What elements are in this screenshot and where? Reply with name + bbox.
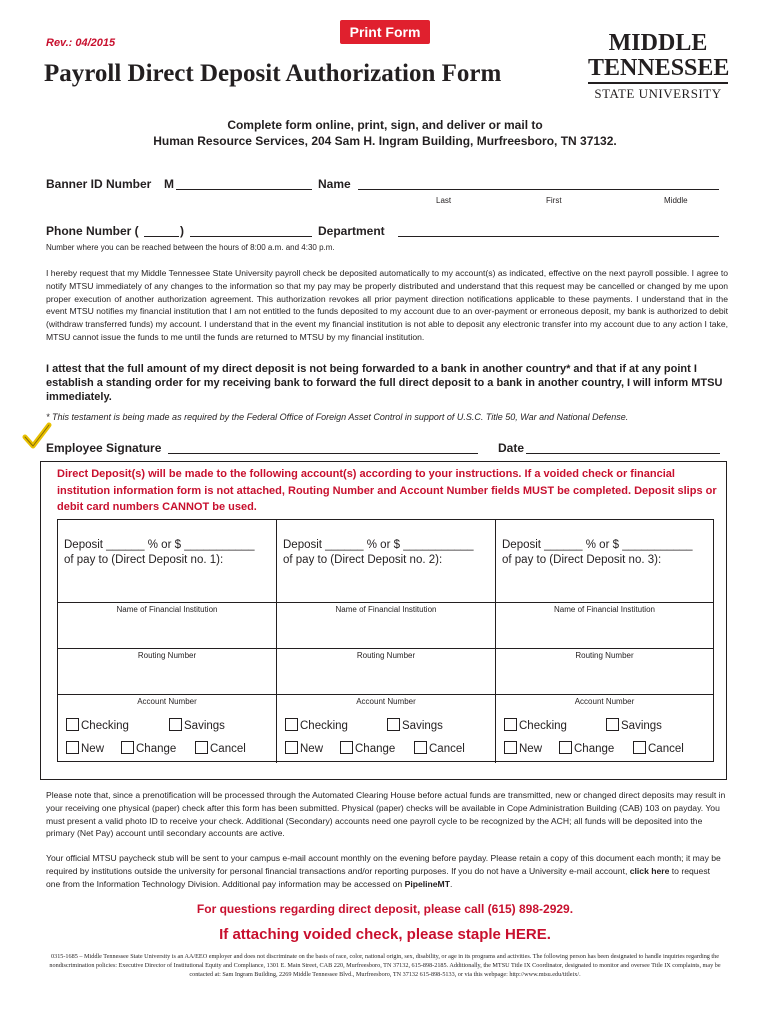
phone-close-paren: ) [180,224,184,238]
change-checkbox-1[interactable] [121,741,134,754]
new-option-1[interactable] [66,741,104,755]
savings-option-2[interactable] [387,718,443,732]
divider [58,602,276,603]
logo-line-2: TENNESSEE [588,56,728,84]
account-caption-2: Account Number [356,697,416,706]
cancel-option-1[interactable] [195,741,246,755]
date-label: Date [498,441,525,455]
cancel-label-2: Cancel [429,743,465,755]
deposit-3-amount[interactable] [502,538,693,568]
attestation-statement: I attest that the full amount of my direct deposit is not being forwarded to a bank in another country* and that if at any point I establish a standing order for my receiving bank to forward the full direct deposit to a bank in another country, I will inform MTSU immediately. [46,363,723,403]
checking-checkbox-1[interactable] [66,718,79,731]
banner-id-field[interactable] [176,178,312,190]
savings-label-3: Savings [621,720,662,732]
deposit-column-1 [58,520,277,763]
new-option-3[interactable] [504,741,542,755]
department-field[interactable] [398,225,719,237]
cancel-checkbox-1[interactable] [195,741,208,754]
name-last-caption: Last [436,196,452,205]
authorization-paragraph: I hereby request that my Middle Tennessee State University payroll check be deposited automatically to my account(s) as indicated, effective on the next payroll possible. I agree to notify MTSU immediately of any changes to the information so that my pay may be properly distributed and understand that this request may be cancelled or changed by me upon proper execution of another authorization agreement. This authorization revokes all prior payment direction notifications applicable to these payments. I understand that in the event MTSU notifies my financial institution that I am not entitled to the funds deposited to my account due to an over-payment or erroneous deposit, my bank is authorized to debit (withdraw transferred funds) my account. I understand that in the event my financial institution is not able to deposit any electronic transfer into my account due to any action I take, MTSU cannot issue the funds to me until the funds are returned to MTSU by my financial institution. [46,268,728,342]
divider [277,648,495,649]
change-checkbox-2[interactable] [340,741,353,754]
nondiscrimination-statement: 0315-1685 – Middle Tennessee State University is an AA/EEO employer and does not discriminate on the basis of race, color, national origin, sex, disability, or age in its programs and activities. The following person has been designated to handle inquiries regarding the nondiscrimination policies: Executive Director of Institutional Equity and Compliance, 1301 E. Main Street, CAB 220, Murfreesboro, TN 37132, 615-898-2185. Additionally, the MTSU Title IX Coordinator, designated to monitor and oversee Title IX complaints, may be contacted at: Sam Ingram Building, 2269 Middle Tennessee Blvd., Murfreesboro, TN 37132 615-898-5133, or via this webpage: http://www.mtsu.edu/titleix/. [49,953,721,978]
deposit-2-line1: Deposit ______ % or $ ___________ [283,539,474,551]
checking-option-1[interactable] [66,718,129,732]
deposit-1-line1: Deposit ______ % or $ ___________ [64,539,255,551]
checking-label-1: Checking [81,720,129,732]
deposit-2-line2: of pay to (Direct Deposit no. 2): [283,554,443,566]
new-label-1: New [81,743,105,755]
savings-checkbox-3[interactable] [606,718,619,731]
routing-caption-1: Routing Number [137,651,197,660]
deposit-3-line2: of pay to (Direct Deposit no. 3): [502,554,662,566]
routing-caption-2: Routing Number [356,651,416,660]
routing-caption-3: Routing Number [575,651,634,660]
institution-caption-1: Name of Financial Institution [116,605,218,614]
signature-label: Employee Signature [46,441,162,455]
deposit-column-2 [277,520,496,763]
mtsu-logo [588,30,728,103]
department-label: Department [318,224,385,238]
divider [496,694,713,695]
phone-number-field[interactable] [190,225,312,237]
savings-checkbox-1[interactable] [169,718,182,731]
checking-label-3: Checking [519,720,567,732]
name-label: Name [318,177,351,191]
institution-caption-2: Name of Financial Institution [335,605,437,614]
phone-area-code-field[interactable] [144,225,179,237]
intro-line-2: Human Resource Services, 204 Sam H. Ingram Building, Murfreesboro, TN 37132. [153,134,617,148]
divider [277,602,495,603]
paystub-text-2: to request one from the Information Technology Division. Additional pay information may be accessed on [46,865,711,889]
divider [58,694,276,695]
checking-checkbox-3[interactable] [504,718,517,731]
new-checkbox-2[interactable] [285,741,298,754]
change-option-3[interactable] [559,741,614,755]
name-field[interactable] [358,178,719,190]
change-option-1[interactable] [121,741,176,755]
new-checkbox-3[interactable] [504,741,517,754]
deposit-notice: Direct Deposit(s) will be made to the following account(s) according to your instructions. If a voided check or financial institution information form is not attached, Routing Number and Account Number fields MUST be completed. Deposit slips or debit card numbers CANNOT be used. [57,468,717,513]
divider [496,648,713,649]
name-middle-caption: Middle [664,196,688,205]
checking-option-2[interactable] [285,718,348,732]
divider [496,602,713,603]
savings-label-1: Savings [184,720,225,732]
paystub-note [46,852,726,890]
new-checkbox-1[interactable] [66,741,79,754]
change-option-2[interactable] [340,741,395,755]
divider [277,694,495,695]
institution-caption-3: Name of Financial Institution [554,605,655,614]
cancel-checkbox-3[interactable] [633,741,646,754]
questions-contact: For questions regarding direct deposit, please call (615) 898-2929. [196,902,574,916]
logo-line-3: STATE UNIVERSITY [594,86,722,101]
staple-instruction: If attaching voided check, please staple HERE. [219,926,551,943]
cancel-label-3: Cancel [648,743,684,755]
deposit-3-line1: Deposit ______ % or $ ___________ [502,539,693,551]
phone-label: Phone Number ( [46,224,139,238]
savings-option-1[interactable] [169,718,225,732]
date-field[interactable] [526,442,720,454]
change-label-1: Change [136,743,177,755]
click-here-link[interactable]: click here [629,865,670,876]
deposit-table [57,519,714,762]
cancel-option-3[interactable] [633,741,684,755]
pipelinemt-link[interactable]: PipelineMT [404,878,450,889]
deposit-1-line2: of pay to (Direct Deposit no. 1): [64,554,224,566]
intro-line-1: Complete form online, print, sign, and deliver or mail to [227,118,543,132]
attestation-footnote: * This testament is being made as required by the Federal Office of Foreign Asset Control in support of U.S.C. Title 50, War and National Defense. [46,412,629,422]
paystub-text-1: Your official MTSU paycheck stub will be sent to your campus e-mail account monthly on the evening before payday. Please retain a copy of this document each month; it may be required by institutions outside the university for personal financial transactions and/or reporting purposes. If you do not have a University e-mail account, [46,853,721,876]
checking-label-2: Checking [300,720,348,732]
checking-option-3[interactable] [504,718,567,732]
print-form-button[interactable]: Print Form [340,20,430,44]
banner-id-label: Banner ID Number [46,177,152,191]
banner-id-prefix: M [164,177,174,191]
new-option-2[interactable] [285,741,323,755]
change-label-2: Change [355,743,396,755]
deposit-1-amount[interactable] [64,538,255,568]
savings-label-2: Savings [402,720,443,732]
paystub-text-end: . [449,878,453,889]
cancel-label-1: Cancel [210,743,246,755]
divider [58,648,276,649]
account-caption-3: Account Number [574,697,635,706]
prenotification-note: Please note that, since a prenotification will be processed through the Automated Clearing House before actual funds are transmitted, new or changed direct deposits may result in your receiving one physical (paper) check after this form has been submitted. Physical (paper) checks will be available in Cope Administration Building (CAB) 103 on payday. You must present a valid photo ID to receive your check. Additional (Secondary) accounts need one payroll cycle to be recognized by the ACH; all funds will be deposited into the primary (Net Pay) account until secondary accounts are active. [46,790,726,839]
change-checkbox-3[interactable] [559,741,572,754]
name-first-caption: First [546,196,562,205]
cancel-checkbox-2[interactable] [414,741,427,754]
page-title: Payroll Direct Deposit Authorization Form [44,60,502,87]
revision-label: Rev.: 04/2015 [46,37,116,49]
new-label-2: New [300,743,324,755]
logo-line-1: MIDDLE [608,30,708,56]
change-label-3: Change [574,743,615,755]
deposit-column-3 [496,520,713,763]
savings-option-3[interactable] [606,718,662,732]
signature-field[interactable] [168,442,478,454]
savings-checkbox-2[interactable] [387,718,400,731]
checking-checkbox-2[interactable] [285,718,298,731]
cancel-option-2[interactable] [414,741,465,755]
new-label-3: New [519,743,543,755]
deposit-2-amount[interactable] [283,538,474,568]
phone-note: Number where you can be reached between the hours of 8:00 a.m. and 4:30 p.m. [46,243,335,252]
account-caption-1: Account Number [137,697,197,706]
